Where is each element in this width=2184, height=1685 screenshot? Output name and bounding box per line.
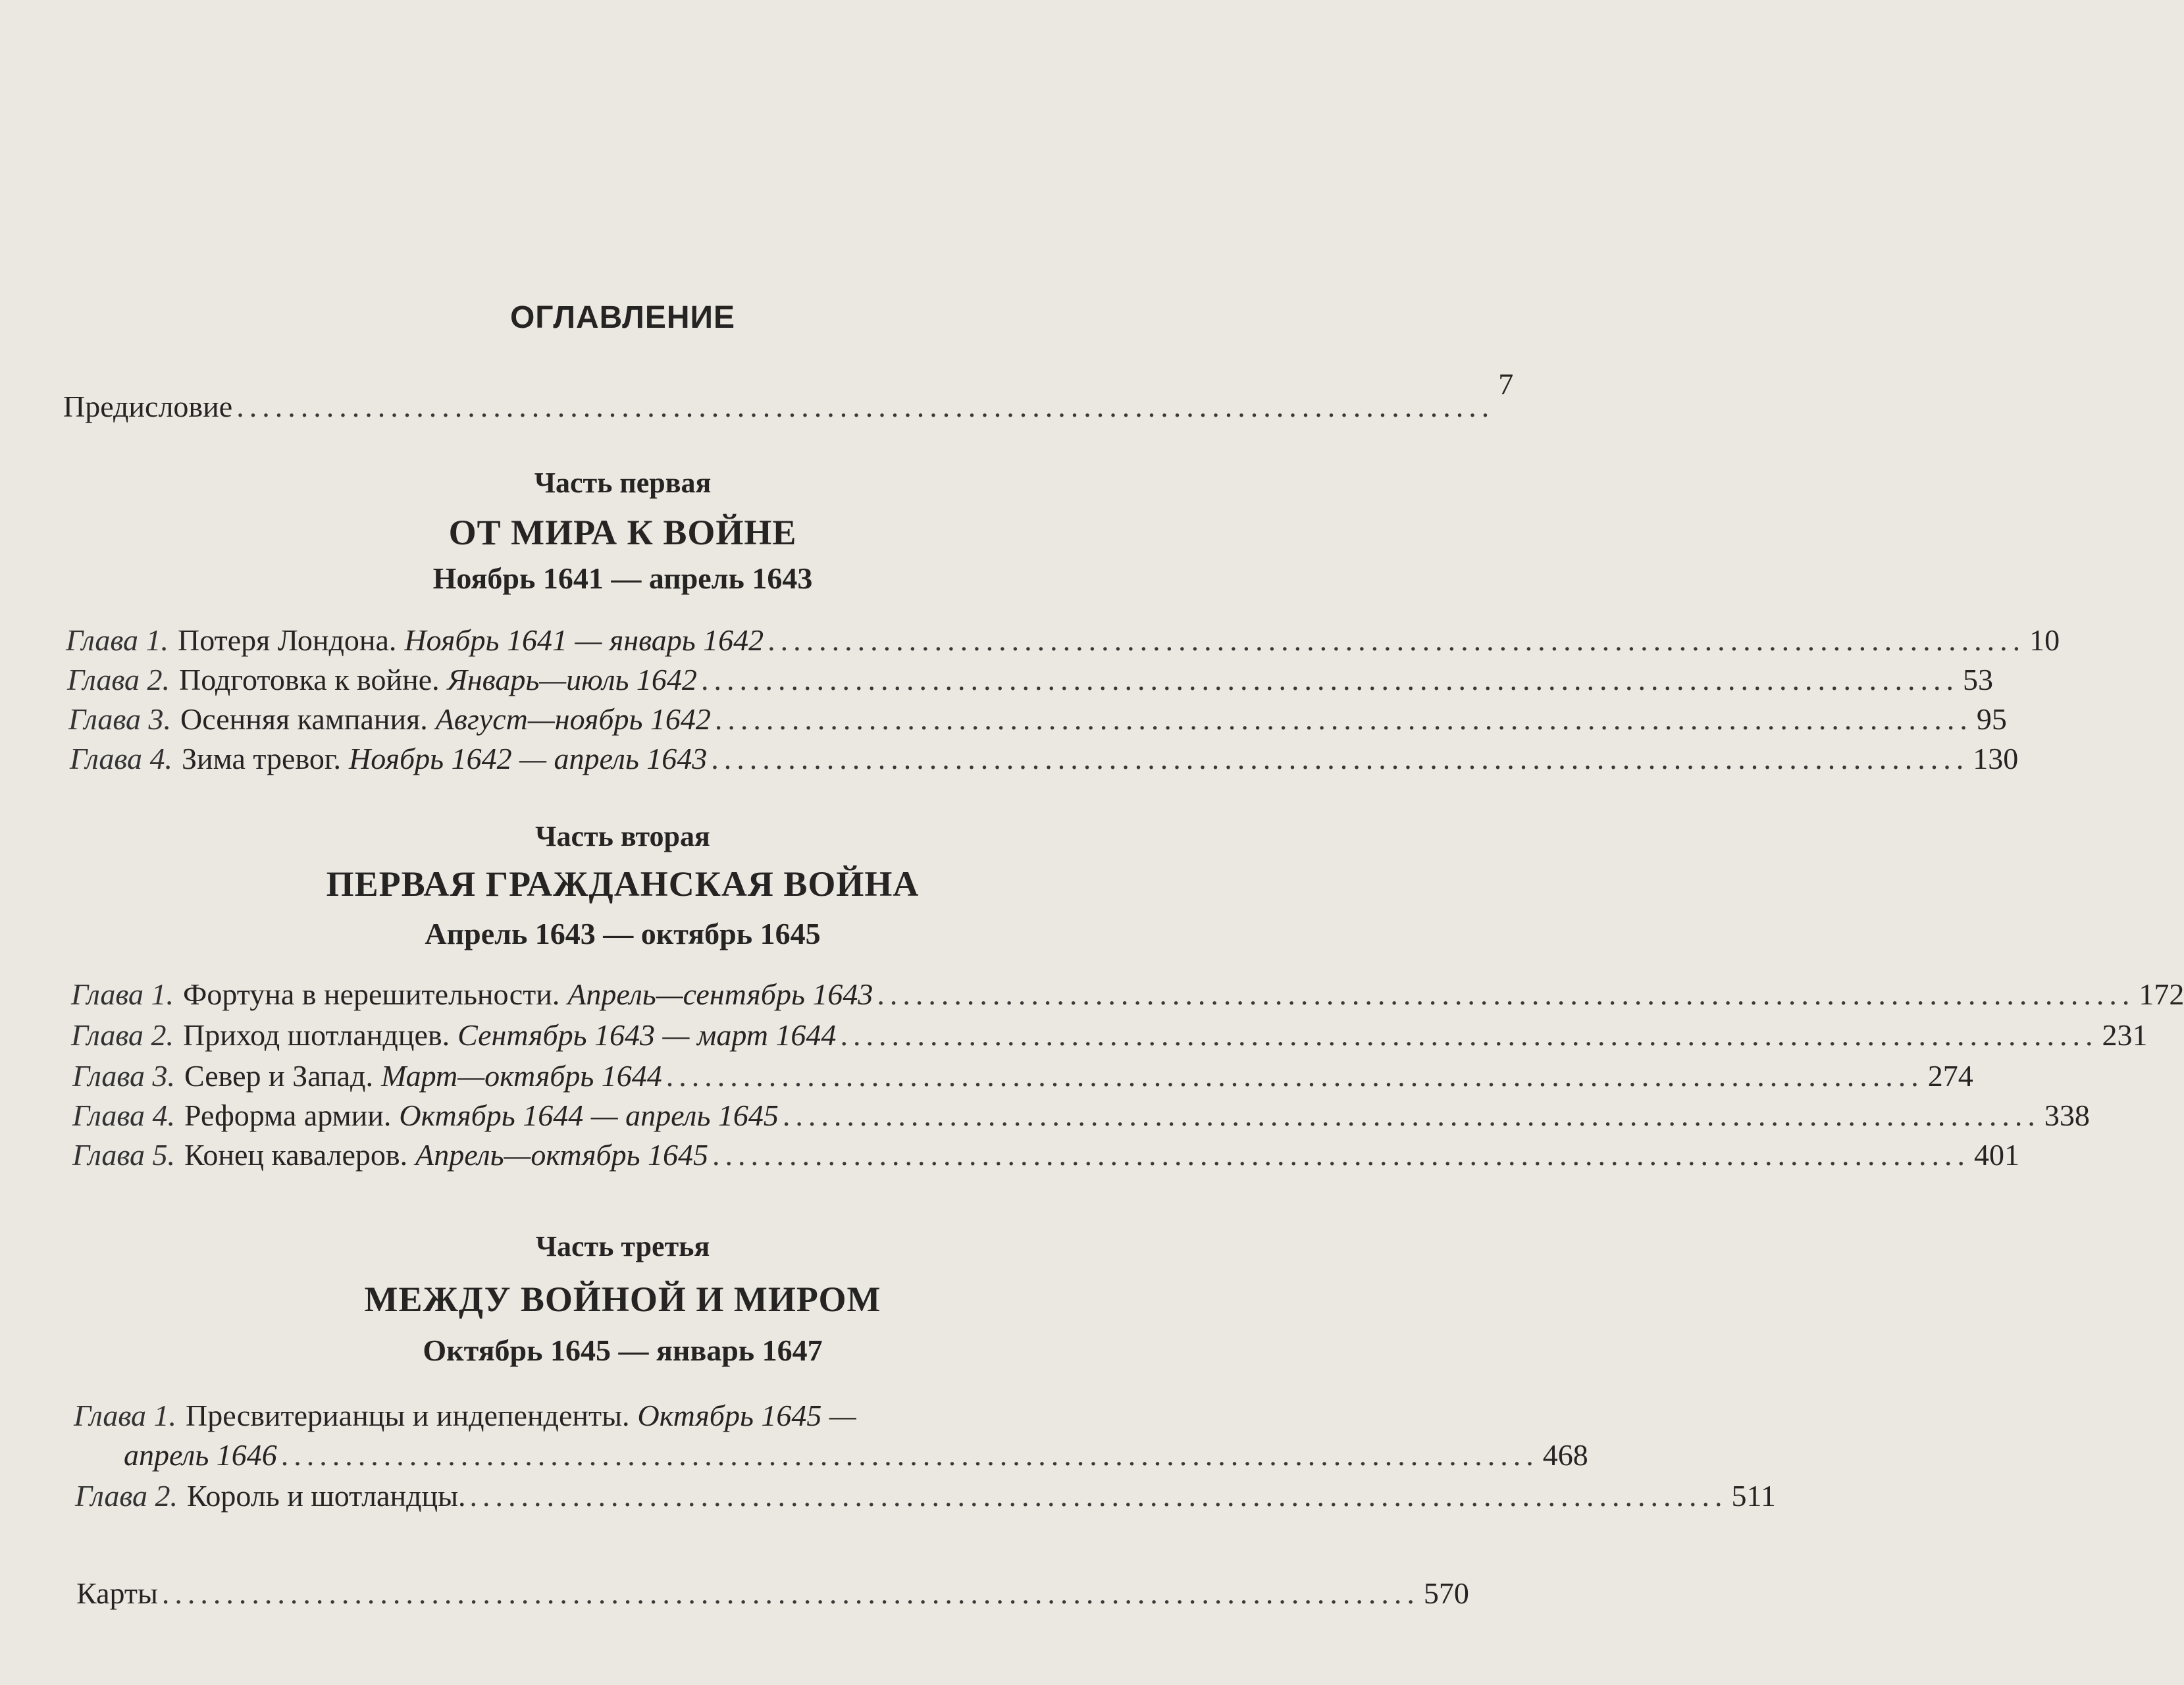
page-number: 274	[1927, 1059, 1973, 1093]
toc-entry-chapter[interactable]	[67, 663, 1993, 696]
chapter-label: Глава 3.	[68, 702, 171, 736]
page-number: 338	[2044, 1099, 2090, 1132]
page-number: 570	[1423, 1576, 1469, 1610]
dot-leader: ..................................................................................................	[714, 702, 1973, 736]
toc-entry-chapter[interactable]	[74, 1401, 1193, 1431]
toc-title: ОГЛАВЛЕНИЕ	[509, 300, 736, 335]
page-number: 95	[1976, 702, 2007, 736]
toc-entry-chapter[interactable]	[66, 623, 2060, 657]
chapter-label: Глава 3.	[72, 1059, 175, 1093]
dot-leader: ..................................................................................................	[767, 623, 2026, 657]
dot-leader: ..................................................................................................	[877, 977, 2135, 1011]
maps-label: Карты	[76, 1576, 158, 1610]
dot-leader: ..................................................................................................	[840, 1018, 2098, 1052]
toc-entry-chapter[interactable]	[70, 742, 2019, 775]
dot-leader: ..................................................................................................	[236, 390, 1495, 423]
chapter-dates: Апрель—октябрь 1645	[415, 1138, 709, 1172]
chapter-dates: Ноябрь 1641 — январь 1642	[404, 623, 764, 657]
chapter-dates: Апрель—сентябрь 1643	[567, 977, 873, 1011]
dot-leader: ..................................................................................................	[711, 742, 1969, 775]
chapter-label: Глава 1.	[71, 977, 174, 1011]
chapter-label: Глава 5.	[72, 1138, 175, 1172]
page-number: 401	[1974, 1138, 2020, 1172]
page-number: 231	[2102, 1018, 2148, 1052]
toc-entry-chapter[interactable]	[72, 1059, 1973, 1093]
chapter-title: Фортуна в нерешительности.	[183, 977, 560, 1011]
page-number: 511	[1731, 1479, 1776, 1513]
toc-entry-chapter-continued[interactable]	[124, 1438, 1588, 1472]
dot-leader: ..................................................................................................	[280, 1438, 1539, 1472]
toc-entry-preface[interactable]	[63, 367, 1514, 423]
chapter-dates: Январь—июль 1642	[447, 663, 697, 696]
chapter-label: Глава 2.	[67, 663, 170, 696]
chapter-title: Король и шотландцы.	[187, 1479, 466, 1513]
chapter-label: Глава 2.	[71, 1018, 174, 1052]
page-number: 53	[1962, 663, 1993, 696]
page-number: 7	[1498, 367, 1514, 401]
chapter-label: Глава 1.	[66, 623, 169, 657]
chapter-title: Север и Запад.	[184, 1059, 373, 1093]
part-title: МЕЖДУ ВОЙНОЙ И МИРОМ	[364, 1280, 881, 1319]
part-dates: Октябрь 1645 — январь 1647	[423, 1334, 823, 1367]
chapter-title: Потеря Лондона.	[178, 623, 397, 657]
page-number: 130	[1973, 742, 2019, 775]
dot-leader: ..................................................................................................	[161, 1576, 1420, 1610]
toc-entry-chapter[interactable]	[68, 702, 2007, 736]
toc-entry-chapter[interactable]	[72, 1138, 2020, 1172]
page-number: 10	[2029, 623, 2060, 657]
chapter-dates: Октябрь 1644 — апрель 1645	[399, 1099, 779, 1132]
chapter-dates: Август—ноябрь 1642	[435, 702, 711, 736]
preface-label: Предисловие	[63, 390, 233, 423]
chapter-title: Осенняя кампания.	[180, 702, 428, 736]
chapter-label: Глава 4.	[72, 1099, 175, 1132]
dot-leader: ..................................................................................................	[782, 1099, 2041, 1132]
toc-entry-chapter[interactable]	[71, 1018, 2148, 1052]
chapter-label: Глава 4.	[70, 742, 172, 775]
dot-leader: ..................................................................................................	[469, 1479, 1728, 1513]
chapter-label: Глава 2.	[75, 1479, 178, 1513]
part-title: ПЕРВАЯ ГРАЖДАНСКАЯ ВОЙНА	[326, 864, 920, 904]
toc-entry-maps[interactable]	[76, 1576, 1469, 1610]
chapter-title: Приход шотландцев.	[183, 1018, 450, 1052]
chapter-dates: Март—октябрь 1644	[380, 1059, 662, 1093]
toc-entry-chapter[interactable]	[75, 1479, 1776, 1513]
dot-leader: ..................................................................................................	[712, 1138, 1971, 1172]
chapter-title: Пресвитерианцы и индепенденты.	[186, 1399, 630, 1432]
chapter-dates: Сентябрь 1643 — март 1644	[457, 1018, 837, 1052]
part-label: Часть первая	[534, 467, 712, 499]
page-number: 468	[1542, 1438, 1588, 1472]
part-label: Часть третья	[535, 1230, 710, 1262]
chapter-dates: Ноябрь 1642 — апрель 1643	[349, 742, 708, 775]
dot-leader: ..................................................................................................	[700, 663, 1959, 696]
page-number: 172	[2139, 977, 2184, 1011]
part-dates: Апрель 1643 — октябрь 1645	[425, 917, 821, 950]
part-dates: Ноябрь 1641 — апрель 1643	[432, 561, 813, 595]
chapter-dates: Октябрь 1645 —	[637, 1399, 856, 1432]
chapter-title: Конец кавалеров.	[184, 1138, 408, 1172]
toc-entry-chapter[interactable]	[72, 1099, 2090, 1132]
part-title: ОТ МИРА К ВОЙНЕ	[448, 513, 797, 552]
chapter-title: Зима тревог.	[182, 742, 342, 775]
dot-leader: ..................................................................................................	[665, 1059, 1924, 1093]
chapter-label: Глава 1.	[74, 1399, 176, 1432]
chapter-title: Подготовка к войне.	[179, 663, 440, 696]
chapter-dates: апрель 1646	[124, 1438, 277, 1472]
toc-entry-chapter[interactable]	[71, 977, 2184, 1011]
chapter-title: Реформа армии.	[184, 1099, 392, 1132]
part-label: Часть вторая	[535, 820, 710, 852]
